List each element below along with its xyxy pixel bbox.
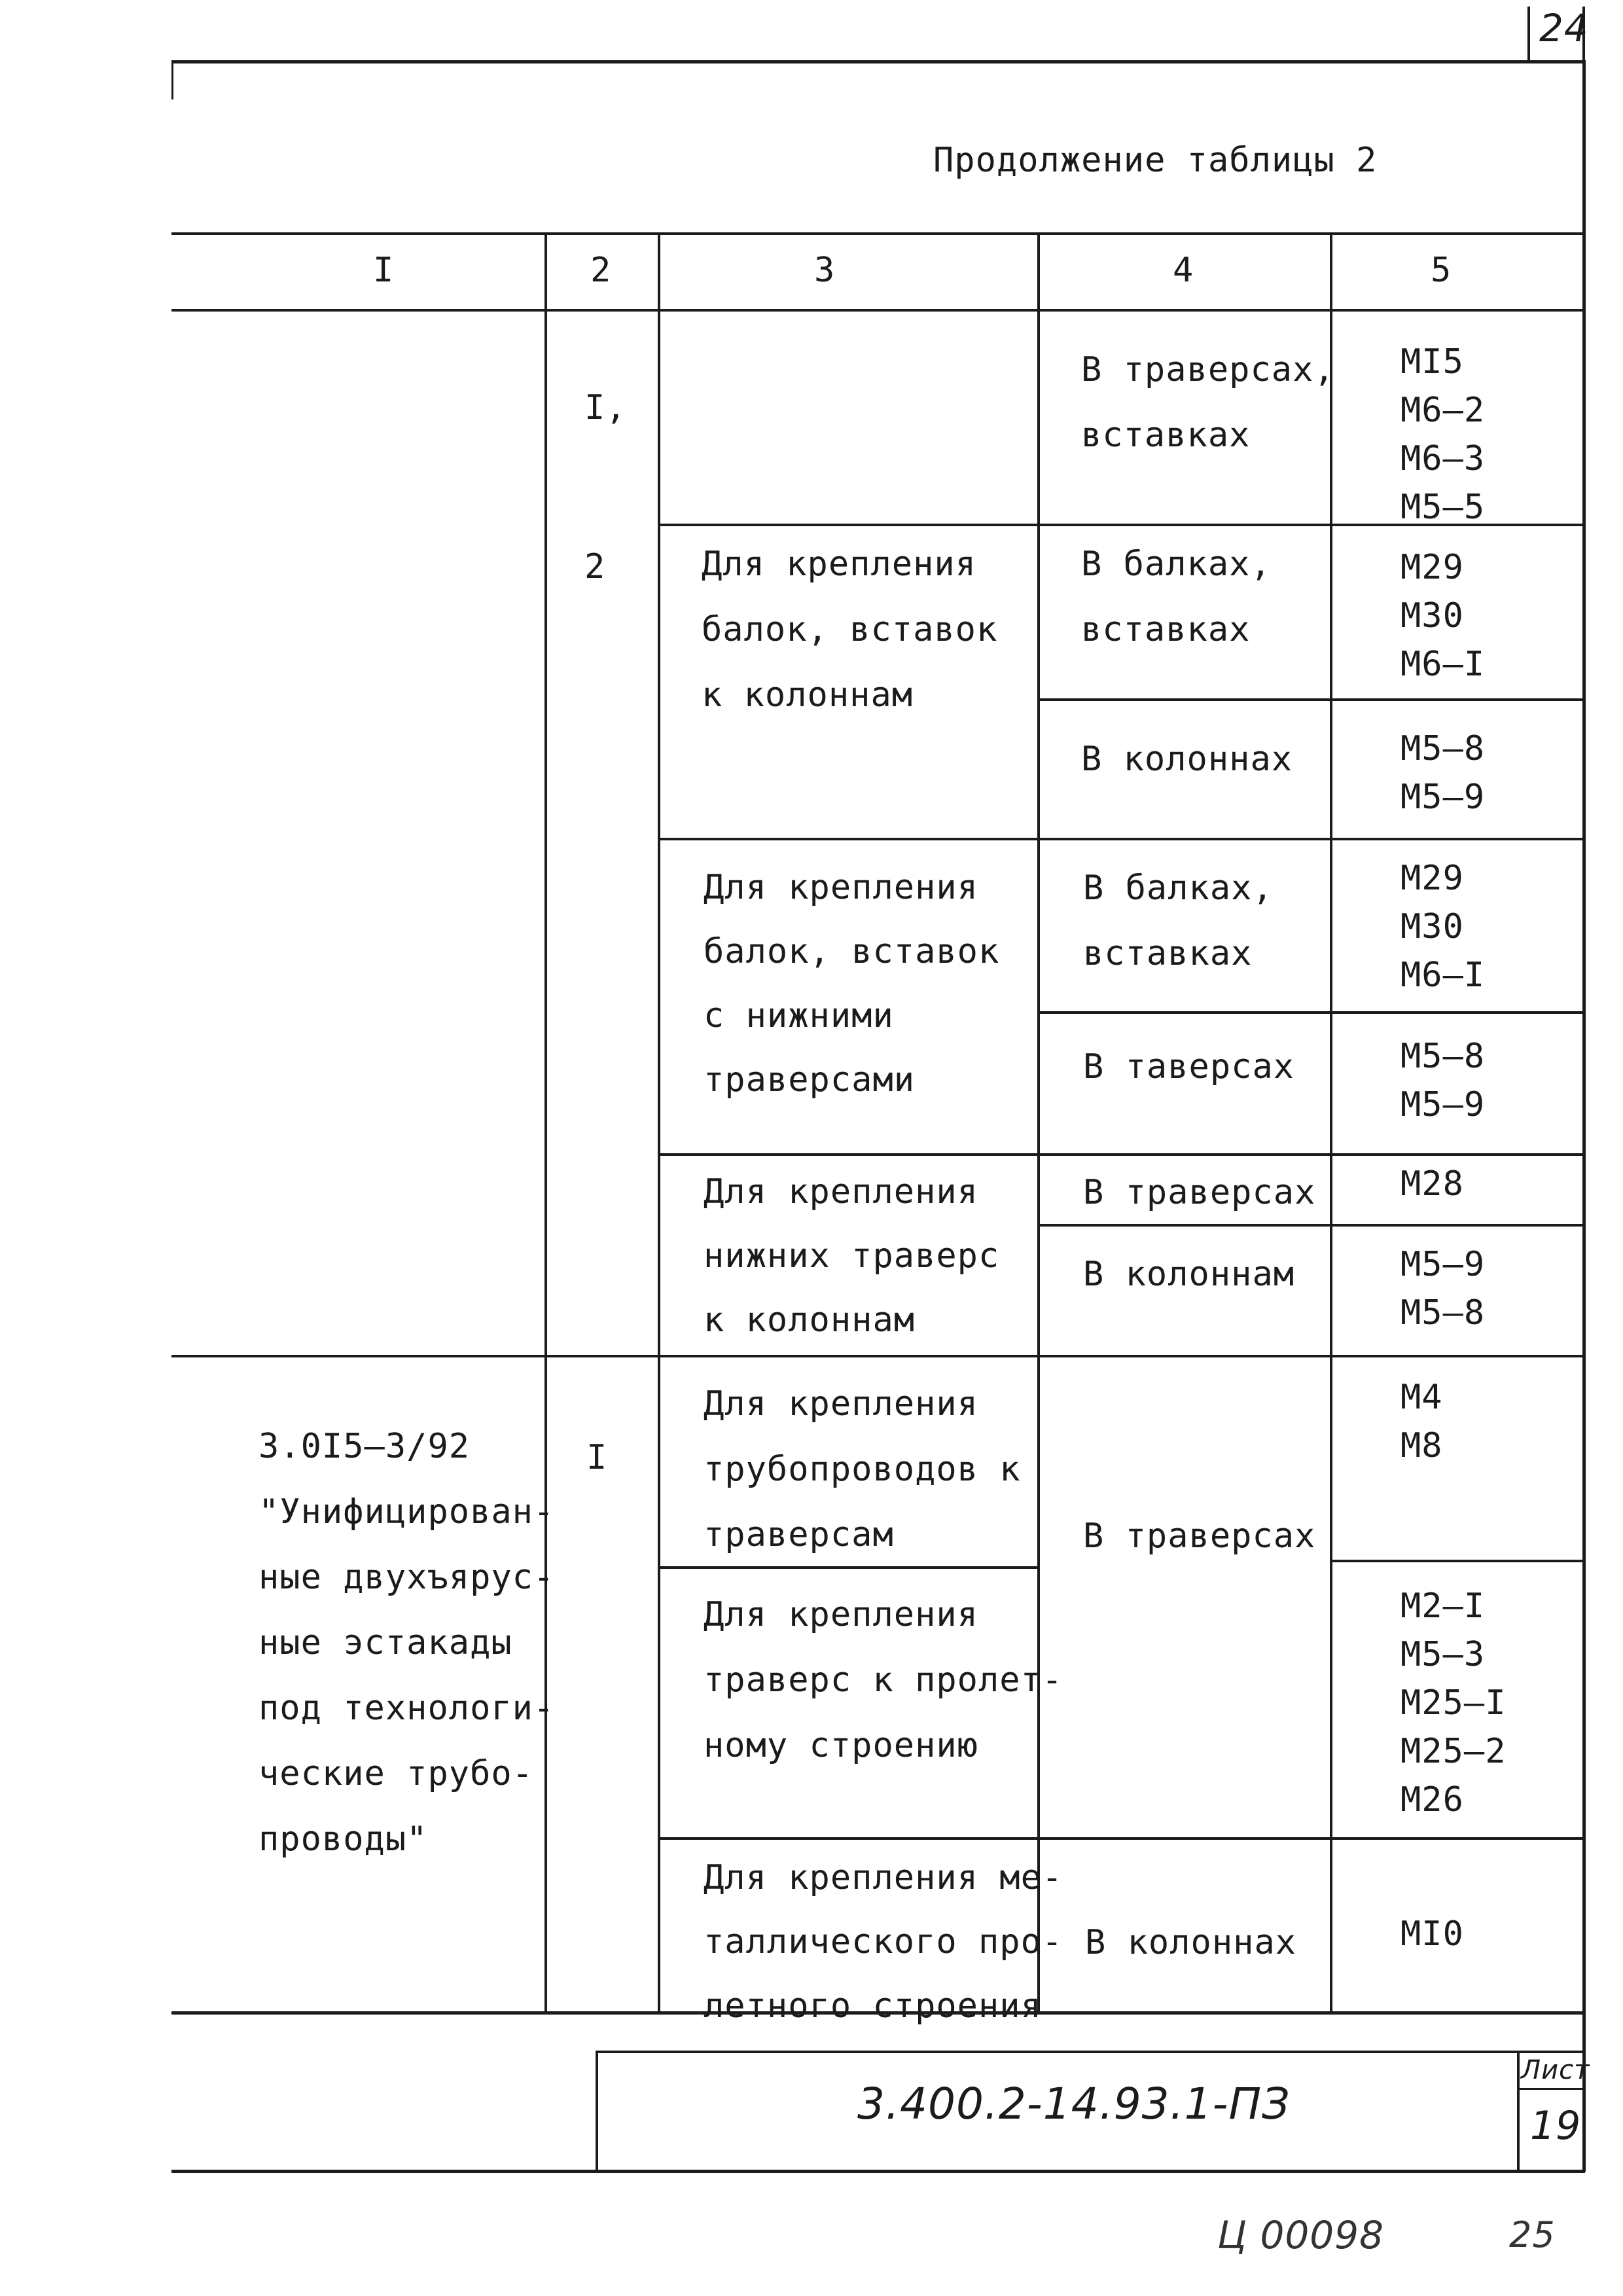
row-6-col-4: В колоннам xyxy=(1083,1255,1295,1294)
row-7-col-2: I xyxy=(586,1438,608,1477)
row-7-col-3: Для крепления трубопроводов к траверсам xyxy=(704,1384,1021,1554)
row-1-col-5: M29 M30 M6–I xyxy=(1400,548,1486,684)
col-line-2 xyxy=(658,232,660,2013)
sheet-box-left xyxy=(1517,2051,1520,2172)
row-2-col-4: В колоннах xyxy=(1081,740,1293,779)
row-8-col-3: Для крепления траверс к пролет- ному строению xyxy=(704,1595,1063,1765)
row-8-col-5: M2–I M5–3 M25–I M25–2 M26 xyxy=(1400,1587,1507,1820)
header-col-3: 3 xyxy=(814,251,836,290)
row-sep-g xyxy=(171,1355,1585,1357)
header-col-2: 2 xyxy=(590,251,612,290)
page-number: 24 xyxy=(1539,6,1589,50)
stamp-left-line xyxy=(596,2051,598,2172)
frame-right-line xyxy=(1582,60,1586,2172)
row-0-col-2: I, xyxy=(584,388,627,427)
row-sep-b xyxy=(1037,698,1585,701)
frame-left-tick xyxy=(171,60,173,99)
row-sep-h xyxy=(1330,1560,1585,1562)
row-1-col-3: Для крепления балок, вставок к колоннам xyxy=(702,545,998,715)
document-code: 3.400.2-14.93.1-ПЗ xyxy=(857,2079,1291,2129)
page-number-box-left xyxy=(1527,7,1530,62)
col-line-4 xyxy=(1330,232,1332,2013)
row-sep-d xyxy=(1037,1011,1585,1014)
header-bottom-line xyxy=(171,309,1585,312)
row-2-col-5: M5–8 M5–9 xyxy=(1400,729,1486,817)
row-5-col-4: В траверсах xyxy=(1083,1173,1316,1212)
row-3-col-4: В балках, вставках xyxy=(1083,869,1274,973)
row-1-col-4: В балках, вставках xyxy=(1081,545,1272,649)
row-3-col-3: Для крепления балок, вставок с нижними траверсами xyxy=(704,868,1000,1100)
row-5-col-5: M28 xyxy=(1400,1164,1464,1204)
row-4-col-4: В таверсах xyxy=(1083,1047,1295,1086)
sheet-number: 19 xyxy=(1530,2103,1582,2149)
row-9-col-3: Для крепления ме- таллического про- летного строения xyxy=(704,1858,1063,2026)
archive-number: Ц 00098 xyxy=(1217,2213,1384,2257)
row-sep-j xyxy=(658,1837,1585,1840)
row-sep-e xyxy=(658,1153,1585,1156)
frame-top-line xyxy=(171,60,1585,63)
row-7-col-4: В траверсах xyxy=(1083,1516,1316,1556)
sheet-label: Лист xyxy=(1521,2055,1590,2085)
header-col-4: 4 xyxy=(1173,251,1194,290)
row-6-col-5: M5–9 M5–8 xyxy=(1400,1245,1486,1333)
stamp-top-line xyxy=(596,2051,1585,2053)
archive-page: 25 xyxy=(1509,2214,1556,2255)
row-sep-c xyxy=(658,838,1585,840)
table-title: Продолжение таблицы 2 xyxy=(933,141,1378,180)
row-9-col-4: В колоннах xyxy=(1085,1923,1297,1962)
row-7-col-5: M4 M8 xyxy=(1400,1378,1443,1465)
row-1-col-2: 2 xyxy=(584,547,606,586)
row-0-col-5: MI5 M6–2 M6–3 M5–5 xyxy=(1400,342,1486,527)
frame-bottom-line xyxy=(171,2170,1585,2173)
row-3-col-5: M29 M30 M6–I xyxy=(1400,859,1486,995)
header-col-1: I xyxy=(373,251,395,290)
table-top-line xyxy=(171,232,1585,235)
row-0-col-4: В траверсах, вставках xyxy=(1081,350,1335,455)
row-7-col-1: 3.0I5–3/92 "Унифицирован- ные двухъярус- ные эстакады под технологи- ческие трубо- проводы" xyxy=(259,1427,555,1859)
sheet-box-mid xyxy=(1517,2088,1585,2090)
header-col-5: 5 xyxy=(1431,251,1452,290)
row-9-col-5: MI0 xyxy=(1400,1914,1464,1954)
row-5-col-3: Для крепления нижних траверс к колоннам xyxy=(704,1172,1000,1340)
row-4-col-5: M5–8 M5–9 xyxy=(1400,1037,1486,1124)
